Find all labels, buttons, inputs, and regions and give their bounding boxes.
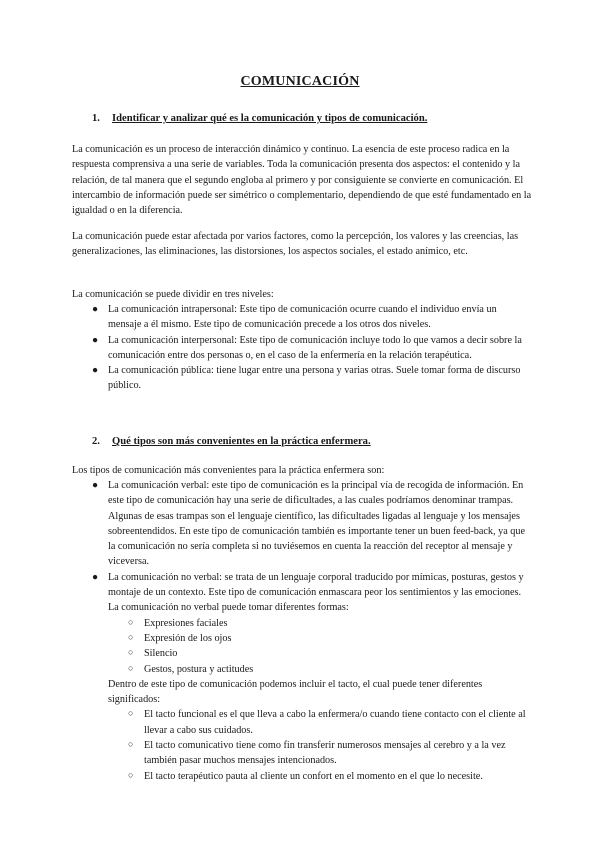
touch-list [128,707,532,783]
list-item: ○ Expresión de los ojos [128,631,232,644]
circle-bullet-icon: ○ [128,739,134,750]
list-item: ○ El tacto terapéutico pauta al cliente un confort en el momento en el que lo necesite. [128,769,483,782]
bullet-icon: ● [92,571,99,583]
section-1-paragraph-2: La comunicación puede estar afectada por varios factores, como la percepción, los valores y las creencias, las generalizaciones, las eliminaciones, las distorsiones, los aspectos sociales, el estado anímico, etc. [72,231,519,258]
bullet-icon: ● [92,365,99,377]
types-list [92,478,532,784]
nonverbal-forms-list [128,616,532,677]
page-title: COMUNICACIÓN [240,74,360,89]
list-item: ● La comunicación no verbal: se trata de un lenguaje corporal traducido por mímicas, posturas, gestos y montaje de un contexto. Este tipo de comunicación enmascara peor los sentimientos y las emociones. La comunicación no verbal puede tomar diferentes formas: ○ Expresiones faciales ○ Expresión de los ojos ○ Silencio ○ Gestos, postura y actitudes Dentro de este tipo de comunicación podemos incluir el tacto, el cual puede tener diferentes significados: ○ El tacto funcional es el que lleva a cabo la enfermera/o cuando tiene contacto con el cliente al llevar a cabo sus cuidados. ○ El tacto comunicativo tiene como fin transferir numerosos mensajes al cerebro y a la vez también pasar muchos mensajes intencionados. ○ El tacto terapéutico pauta al cliente un confort en el momento en el que lo necesite. [92,570,532,784]
circle-bullet-icon: ○ [128,662,134,673]
section-2-heading [92,435,371,449]
section-2-intro: Los tipos de comunicación más convenientes para la práctica enfermera son: [72,465,385,476]
circle-bullet-icon: ○ [128,647,134,658]
section-1-paragraph-3: La comunicación se puede dividir en tres niveles: [72,289,274,300]
list-item: ● La comunicación pública: tiene lugar entre una persona y varias otras. Suele tomar forma de discurso público. [92,365,521,392]
section-1-title: Identificar y analizar qué es la comunicación y tipos de comunicación. [112,113,428,124]
section-1-heading [92,112,427,126]
list-item: ● La comunicación intrapersonal: Este tipo de comunicación ocurre cuando el individuo envía un mensaje a él mismo. Este tipo de comunicación precede a los otros dos niveles. [92,304,497,331]
circle-bullet-icon: ○ [128,631,134,642]
circle-bullet-icon: ○ [128,708,134,719]
touch-intro: Dentro de este tipo de comunicación podemos incluir el tacto, el cual puede tener diferentes significados: [108,678,483,706]
list-item: ○ El tacto comunicativo tiene como fin transferir numerosos mensajes al cerebro y a la vez también pasar muchos mensajes intencionados. [128,739,506,767]
list-item: ○ Silencio [128,647,178,660]
section-1-paragraph-1: La comunicación es un proceso de interacción dinámico y continuo. La esencia de este proceso radica en la respuesta comprensiva a una serie de variables. Toda la comunicación presenta dos aspectos: el contenido y la relación, de tal manera que el segundo engloba al primero y por consiguiente se convierte en comunicación. El intercambio de información puede ser simétrico o complementario, dependiendo de que esté fundamentado en la igualdad o en la diferencia. [72,144,532,217]
section-2-number: 2. [92,436,100,447]
section-1-number: 1. [92,113,100,124]
circle-bullet-icon: ○ [128,616,134,627]
list-item: ○ Gestos, postura y actitudes [128,662,254,675]
bullet-icon: ● [92,304,99,315]
levels-list [92,302,532,394]
list-item: ○ El tacto funcional es el que lleva a cabo la enfermera/o cuando tiene contacto con el cliente al llevar a cabo sus cuidados. [128,708,526,736]
circle-bullet-icon: ○ [128,769,134,780]
list-item: ● La comunicación interpersonal: Este tipo de comunicación incluye todo lo que vamos a decir sobre la comunicación entre dos personas o, en el caso de la enfermería en la relación terapéutica. [92,334,522,361]
bullet-icon: ● [92,480,99,491]
list-item: ● La comunicación verbal: este tipo de comunicación es la principal vía de recogida de información. En este tipo de comunicación hay una serie de dificultades, a las cuales podríamos denominar trampas. Algunas de esas trampas son el lenguaje científico, las dificultades ligadas al lenguaje y los mensajes sobreentendidos. En este tipo de comunicación también es importante tener un buen feed-back, ya que la comunicación no sería completa si no tuviésemos en cuenta la reacción del receptor al mensaje y viceversa. [92,480,525,568]
list-item: ○ Expresiones faciales [128,616,228,629]
section-2-title: Qué tipos son más convenientes en la práctica enfermera. [112,436,371,447]
bullet-icon: ● [92,334,99,346]
